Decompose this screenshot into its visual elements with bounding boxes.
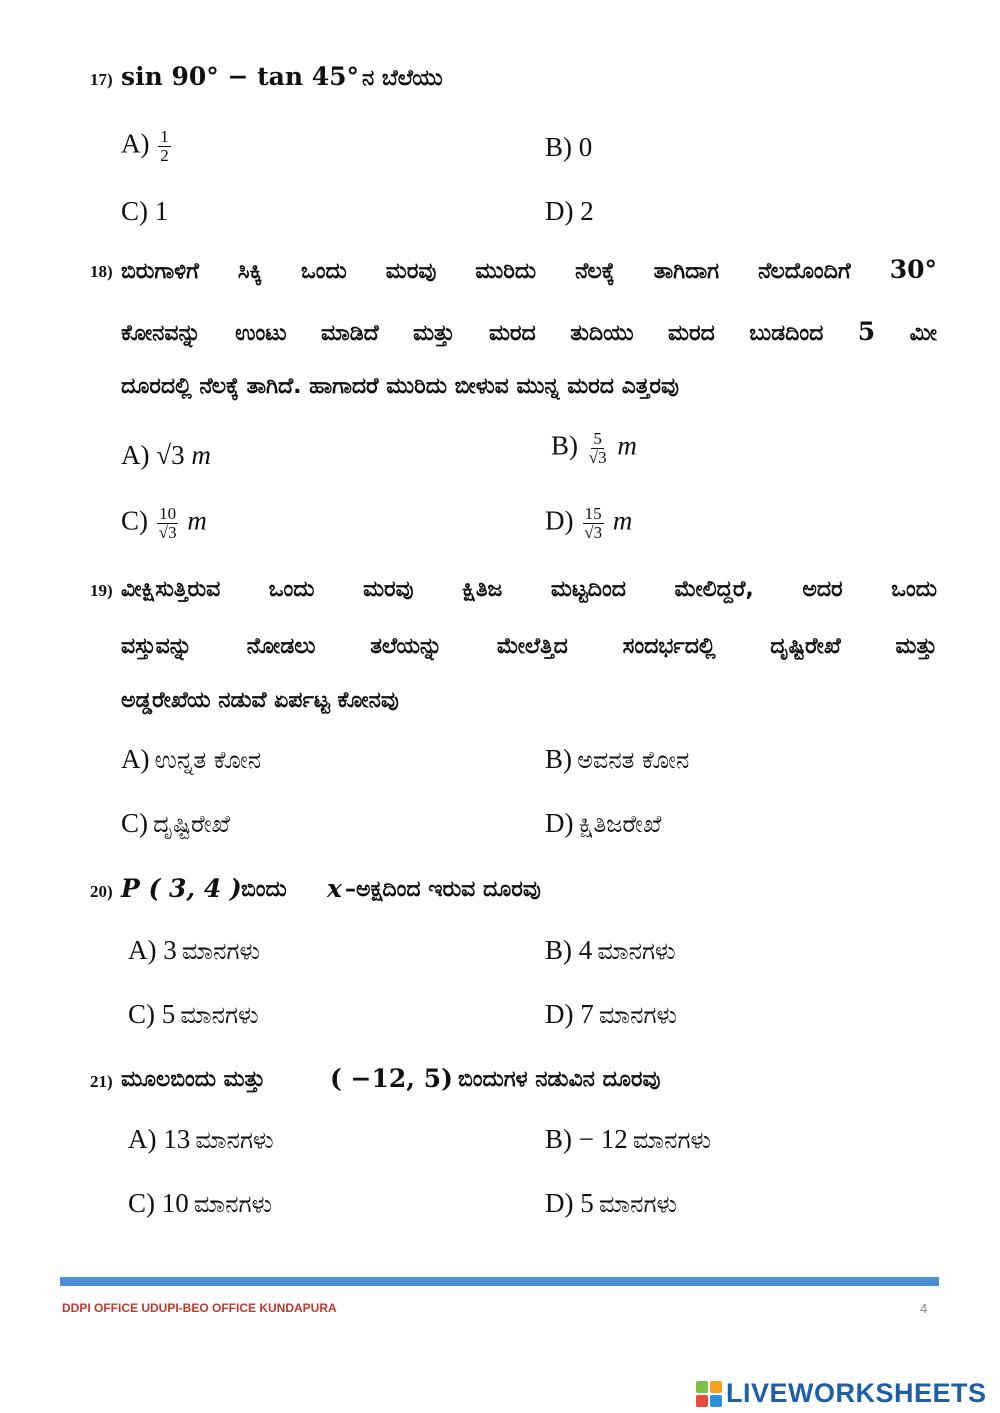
option-a[interactable] bbox=[121, 440, 211, 471]
question-math: x bbox=[327, 874, 342, 903]
question-text: ಕೋನವನ್ನು ಉಂಟು ಮಾಡಿದೆ ಮತ್ತು ಮರದ ತುದಿಯು ಮರದ ಬುಡದಿಂದ bbox=[121, 321, 824, 346]
option-d[interactable] bbox=[545, 505, 632, 542]
question-number: 21) bbox=[90, 1072, 113, 1091]
option-b[interactable] bbox=[545, 744, 689, 775]
option-label: B) − 12 bbox=[545, 1124, 628, 1154]
option-d[interactable] bbox=[545, 808, 661, 839]
question-line-3: ದೂರದಲ್ಲಿ ನೆಲಕ್ಕೆ ತಾಗಿದೆ. ಹಾಗಾದರೆ ಮುರಿದು ಬೀಳುವ ಮುನ್ನ ಮರದ ಎತ್ತರವು bbox=[121, 374, 679, 399]
option-c[interactable]: C) 1 bbox=[121, 196, 169, 226]
option-b[interactable] bbox=[551, 430, 637, 467]
option-text: ಮಾನಗಳು bbox=[598, 1001, 678, 1029]
fraction bbox=[157, 505, 179, 542]
denominator: 2 bbox=[160, 145, 169, 165]
option-label: C) 10 bbox=[128, 1188, 189, 1218]
footer-divider bbox=[60, 1277, 939, 1286]
fraction bbox=[582, 505, 604, 542]
option-label: A) 13 bbox=[128, 1124, 191, 1154]
question-line-2 bbox=[121, 304, 937, 362]
question-text: ಬಿರುಗಾಳಿಗೆ ಸಿಕ್ಕಿ ಒಂದು ಮರವು ಮುರಿದು ನೆಲಕ್ಕೆ ತಾಗಿದಾಗ ನೆಲದೊಂದಿಗೆ bbox=[121, 259, 851, 284]
numerator: 1 bbox=[160, 127, 169, 146]
brand-name: LIVEWORKSHEETS bbox=[726, 1378, 987, 1408]
option-b[interactable]: B) 0 bbox=[545, 132, 593, 162]
question-number: 17) bbox=[90, 70, 113, 89]
option-label: A) bbox=[121, 128, 150, 159]
numerator: 10 bbox=[159, 504, 177, 523]
option-label: C) 5 bbox=[128, 999, 176, 1029]
option-b[interactable] bbox=[545, 935, 676, 966]
option-a[interactable] bbox=[128, 935, 260, 966]
question-line-1 bbox=[121, 242, 937, 300]
denominator: √3 bbox=[584, 522, 603, 542]
option-text: ಉನ್ನತ ಕೋನ bbox=[154, 746, 262, 774]
question-math: 5 bbox=[857, 317, 876, 346]
question-math: 30° bbox=[889, 255, 937, 284]
option-label: C) bbox=[121, 808, 148, 838]
question-line-2: ವಸ್ತುವನ್ನು ನೋಡಲು ತಲೆಯನ್ನು ಮೇಲೆತ್ತಿದ ಸಂದರ್ಭದಲ್ಲಿ ದೃಷ್ಟಿರೇಖೆ ಮತ್ತು bbox=[121, 634, 937, 659]
question-number: 20) bbox=[90, 882, 113, 901]
option-label: B) bbox=[551, 430, 578, 461]
option-text: ದೃಷ್ಟಿರೇಖೆ bbox=[153, 810, 230, 838]
option-label: A) 3 bbox=[128, 935, 177, 965]
option-label: D) bbox=[545, 505, 574, 536]
question-math: P ( 3, 4 ) bbox=[121, 874, 242, 903]
question-number: 18) bbox=[90, 262, 113, 281]
option-a[interactable] bbox=[121, 744, 261, 775]
option-c[interactable] bbox=[128, 1188, 272, 1219]
question-text: ಮೂಲಬಿಂದು ಮತ್ತು bbox=[121, 1067, 266, 1092]
unit: m bbox=[617, 430, 637, 461]
page-number: 4 bbox=[920, 1301, 928, 1316]
denominator: √3 bbox=[158, 522, 177, 542]
question-math: sin 90° − tan 45° bbox=[121, 62, 360, 91]
unit: m bbox=[612, 505, 633, 536]
option-value: √3 bbox=[156, 440, 185, 470]
liveworksheets-brand[interactable] bbox=[696, 1378, 987, 1409]
question-line-3: ಅಡ್ಡರೇಖೆಯ ನಡುವೆ ಏರ್ಪಟ್ಟ ಕೋನವು bbox=[121, 688, 399, 713]
numerator: 5 bbox=[593, 429, 602, 448]
question-number: 19) bbox=[90, 581, 113, 600]
option-text: ಮಾನಗಳು bbox=[597, 937, 676, 965]
liveworksheets-logo-icon bbox=[696, 1381, 722, 1407]
option-text: ಮಾನಗಳು bbox=[193, 1190, 273, 1218]
option-label: B) bbox=[545, 744, 572, 774]
option-c[interactable] bbox=[121, 808, 230, 839]
question-text: ಬಿಂದು bbox=[241, 877, 287, 902]
option-label: A) bbox=[121, 744, 150, 774]
question-text: ಬಿಂದುಗಳ ನಡುವಿನ ದೂರವು bbox=[458, 1067, 661, 1092]
option-text: ಮಾನಗಳು bbox=[181, 937, 261, 965]
option-text: ಮಾನಗಳು bbox=[180, 1001, 259, 1029]
option-d[interactable] bbox=[545, 999, 677, 1030]
unit: m bbox=[187, 505, 207, 536]
option-text: ಅವನತ ಕೋನ bbox=[577, 746, 690, 774]
question-text: ಮೀ bbox=[909, 321, 937, 346]
option-b[interactable] bbox=[545, 1124, 711, 1155]
option-c[interactable] bbox=[121, 505, 207, 542]
fraction bbox=[587, 430, 609, 467]
option-text: ಮಾನಗಳು bbox=[195, 1126, 274, 1154]
numerator: 15 bbox=[584, 504, 602, 523]
option-a[interactable] bbox=[121, 128, 173, 165]
question-text: ನ ಬೆಲೆಯು bbox=[362, 66, 443, 91]
option-a[interactable] bbox=[128, 1124, 274, 1155]
option-text: ಕ್ಷಿತಿಜರೇಖೆ bbox=[578, 810, 662, 838]
fraction bbox=[158, 128, 171, 165]
option-label: D) 5 bbox=[545, 1188, 594, 1218]
option-label: D) bbox=[545, 808, 574, 838]
option-d[interactable] bbox=[545, 1188, 677, 1219]
option-d[interactable]: D) 2 bbox=[545, 196, 594, 226]
unit: m bbox=[191, 440, 211, 470]
option-text: ಮಾನಗಳು bbox=[632, 1126, 712, 1154]
option-c[interactable] bbox=[128, 999, 259, 1030]
option-label: B) 4 bbox=[545, 935, 593, 965]
question-math: ( −12, 5) bbox=[330, 1064, 453, 1093]
option-label: C) bbox=[121, 505, 148, 536]
denominator: √3 bbox=[588, 447, 607, 467]
question-text: –ಅಕ್ಷದಿಂದ ಇರುವ ದೂರವು bbox=[345, 877, 541, 902]
option-text: ಮಾನಗಳು bbox=[598, 1190, 678, 1218]
option-label: A) bbox=[121, 440, 150, 470]
option-label: D) 7 bbox=[545, 999, 594, 1029]
question-line-1: ವೀಕ್ಷಿಸುತ್ತಿರುವ ಒಂದು ಮರವು ಕ್ಷಿತಿಜ ಮಟ್ಟದಿಂದ ಮೇಲಿದ್ದರೆ, ಅದರ ಒಂದು bbox=[121, 577, 937, 602]
footer-office: DDPI OFFICE UDUPI-BEO OFFICE KUNDAPURA bbox=[62, 1301, 337, 1315]
